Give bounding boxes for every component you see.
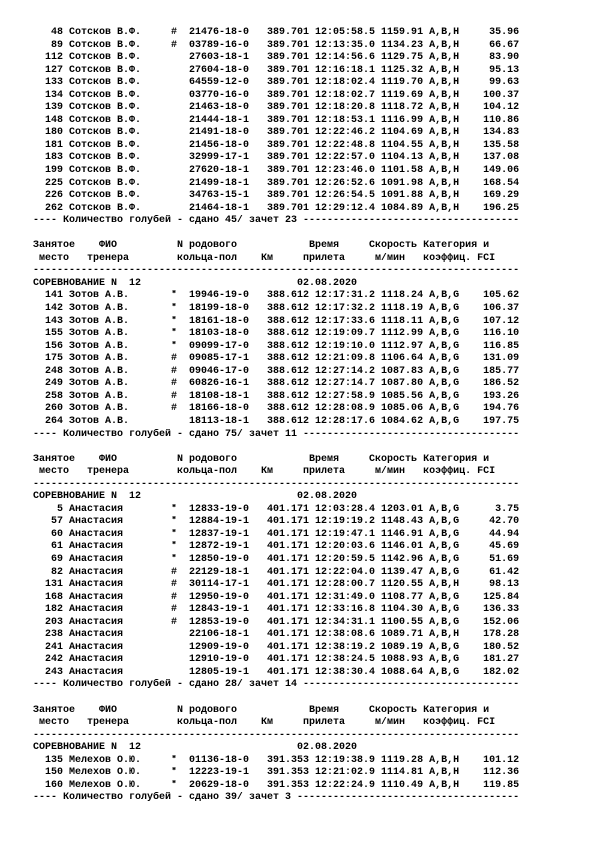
column-header: место тренера кольца-пол Км прилета м/мин коэффиц. FCI [33,717,496,729]
result-row: 262 Сотсков В.Ф. 21464-18-1 389.701 12:29:12.4 1084.89 A,B,H 196.25 [33,202,520,214]
result-row: 89 Сотсков В.Ф. # 03789-16-0 389.701 12:13:35.0 1134.23 A,B,H 66.67 [33,39,520,51]
result-row: 258 Зотов А.В. # 18108-18-1 388.612 12:27:58.9 1085.56 A,B,G 193.26 [33,390,520,402]
column-header: место тренера кольца-пол Км прилета м/мин коэффиц. FCI [33,466,496,478]
result-row: 183 Сотсков В.Ф. 32999-17-1 389.701 12:22:57.0 1104.13 A,B,H 137.08 [33,152,520,164]
result-row: 112 Сотсков В.Ф. 27603-18-1 389.701 12:14:56.6 1129.75 A,B,H 83.90 [33,52,520,64]
competition-header: СОРЕВНОВАНИЕ N 12 02.08.2020 [33,277,358,289]
column-header: место тренера кольца-пол Км прилета м/мин коэффиц. FCI [33,252,496,264]
separator: --------------------------------------------------------------------------------- [33,265,520,277]
result-row: 182 Анастасия # 12843-19-1 401.171 12:33:16.8 1104.30 A,B,G 136.33 [33,604,520,616]
result-row: 57 Анастасия * 12884-19-1 401.171 12:19:19.2 1148.43 A,B,G 42.70 [33,516,520,528]
result-row: 141 Зотов А.В. * 19946-19-0 388.612 12:17:31.2 1118.24 A,B,G 105.62 [33,290,520,302]
result-row: 48 Сотсков В.Ф. # 21476-18-0 389.701 12:05:58.5 1159.91 A,B,H 35.96 [33,27,520,38]
result-row: 5 Анастасия * 12833-19-0 401.171 12:03:28.4 1203.01 A,B,G 3.75 [33,503,520,515]
result-row: 264 Зотов А.В. 18113-18-1 388.612 12:28:17.6 1084.62 A,B,G 197.75 [33,415,520,427]
result-row: 60 Анастасия * 12837-19-1 401.171 12:19:47.1 1146.91 A,B,G 44.94 [33,528,520,540]
blank-line [0,228,600,241]
result-row: 249 Зотов А.В. # 60826-16-1 388.612 12:27:14.7 1087.80 A,B,G 186.52 [33,378,520,390]
result-row: 248 Зотов А.В. # 09046-17-0 388.612 12:27:14.2 1087.83 A,B,G 185.77 [33,365,520,377]
result-row: 238 Анастасия 22106-18-1 401.171 12:38:08.6 1089.71 A,B,H 178.28 [33,629,520,641]
section-summary: ---- Количество голубей - сдано 39/ зачет 3 ------------------------------------- [33,792,520,804]
blank-line [0,692,600,705]
result-row: 150 Мелехов О.Ю. * 12223-19-1 391.353 12:21:02.9 1114.81 A,B,H 112.36 [33,767,520,779]
result-row: 134 Сотсков В.Ф. 03770-16-0 389.701 12:18:02.7 1119.69 A,B,H 100.37 [33,89,520,101]
result-row: 69 Анастасия * 12850-19-0 401.171 12:20:59.5 1142.96 A,B,G 51.69 [33,553,520,565]
column-header: Занятое ФИО N родового Время Скорость Категория и [33,704,490,716]
result-row: 82 Анастасия # 22129-18-1 401.171 12:22:04.0 1139.47 A,B,G 61.42 [33,566,520,578]
separator: --------------------------------------------------------------------------------- [33,729,520,741]
result-row: 135 Мелехов О.Ю. * 01136-18-0 391.353 12:19:38.9 1119.28 A,B,H 101.12 [33,754,520,766]
result-row: 226 Сотсков В.Ф. 34763-15-1 389.701 12:26:54.5 1091.88 A,B,H 169.29 [33,190,520,202]
result-row: 243 Анастасия 12805-19-1 401.171 12:38:30.4 1088.64 A,B,G 182.02 [33,666,520,678]
result-row: 148 Сотсков В.Ф. 21444-18-1 389.701 12:18:53.1 1116.99 A,B,H 110.86 [33,114,520,126]
result-row: 199 Сотсков В.Ф. 27620-18-1 389.701 12:23:46.0 1101.58 A,B,H 149.06 [33,165,520,177]
result-row: 133 Сотсков В.Ф. 64559-12-0 389.701 12:18:02.4 1119.70 A,B,H 99.63 [33,77,520,89]
result-row: 168 Анастасия # 12950-19-0 401.171 12:31:49.0 1108.77 A,B,G 125.84 [33,591,520,603]
result-row: 181 Сотсков В.Ф. 21456-18-0 389.701 12:22:48.8 1104.55 A,B,H 135.58 [33,139,520,151]
section-summary: ---- Количество голубей - сдано 75/ зачет 11 ------------------------------------ [33,428,520,440]
result-row: 260 Зотов А.В. # 18166-18-0 388.612 12:28:08.9 1085.06 A,B,G 194.76 [33,403,520,415]
result-row: 175 Зотов А.В. # 09085-17-1 388.612 12:21:09.8 1106.64 A,B,G 131.09 [33,353,520,365]
results-document [0,27,600,805]
result-row: 156 Зотов А.В. * 09099-17-0 388.612 12:19:10.0 1112.97 A,B,G 116.85 [33,340,520,352]
result-row: 143 Зотов А.В. * 18161-18-0 388.612 12:17:33.6 1118.11 A,B,G 107.12 [33,315,520,327]
section-summary: ---- Количество голубей - сдано 45/ зачет 23 ------------------------------------ [33,215,520,227]
result-row: 155 Зотов А.В. * 18103-18-0 388.612 12:19:09.7 1112.99 A,B,G 116.10 [33,328,520,340]
competition-header: СОРЕВНОВАНИЕ N 12 02.08.2020 [33,742,358,754]
result-row: 180 Сотсков В.Ф. 21491-18-0 389.701 12:22:46.2 1104.69 A,B,H 134.83 [33,127,520,139]
result-row: 225 Сотсков В.Ф. 21499-18-1 389.701 12:26:52.6 1091.98 A,B,H 168.54 [33,177,520,189]
result-row: 142 Зотов А.В. * 18199-18-0 388.612 12:17:32.2 1118.19 A,B,G 106.37 [33,303,520,315]
result-row: 139 Сотсков В.Ф. 21463-18-0 389.701 12:18:20.8 1118.72 A,B,H 104.12 [33,102,520,114]
result-row: 241 Анастасия 12909-19-0 401.171 12:38:19.2 1089.19 A,B,G 180.52 [33,641,520,653]
separator: --------------------------------------------------------------------------------- [33,478,520,490]
section-summary: ---- Количество голубей - сдано 28/ зачет 14 ------------------------------------ [33,679,520,691]
result-row: 242 Анастасия 12910-19-0 401.171 12:38:24.5 1088.93 A,B,G 181.27 [33,654,520,666]
result-row: 131 Анастасия # 30114-17-1 401.171 12:28:00.7 1120.55 A,B,H 98.13 [33,579,520,591]
column-header: Занятое ФИО N родового Время Скорость Категория и [33,453,490,465]
result-row: 127 Сотсков В.Ф. 27604-18-0 389.701 12:16:18.1 1125.32 A,B,H 95.13 [33,64,520,76]
result-row: 160 Мелехов О.Ю. * 20629-18-0 391.353 12:22:24.9 1110.49 A,B,H 119.85 [33,779,520,791]
blank-line [0,441,600,454]
result-row: 61 Анастасия * 12872-19-1 401.171 12:20:03.6 1146.01 A,B,G 45.69 [33,541,520,553]
result-row: 203 Анастасия # 12853-19-0 401.171 12:34:31.1 1100.55 A,B,G 152.06 [33,616,520,628]
column-header: Занятое ФИО N родового Время Скорость Категория и [33,240,490,252]
competition-header: СОРЕВНОВАНИЕ N 12 02.08.2020 [33,491,358,503]
